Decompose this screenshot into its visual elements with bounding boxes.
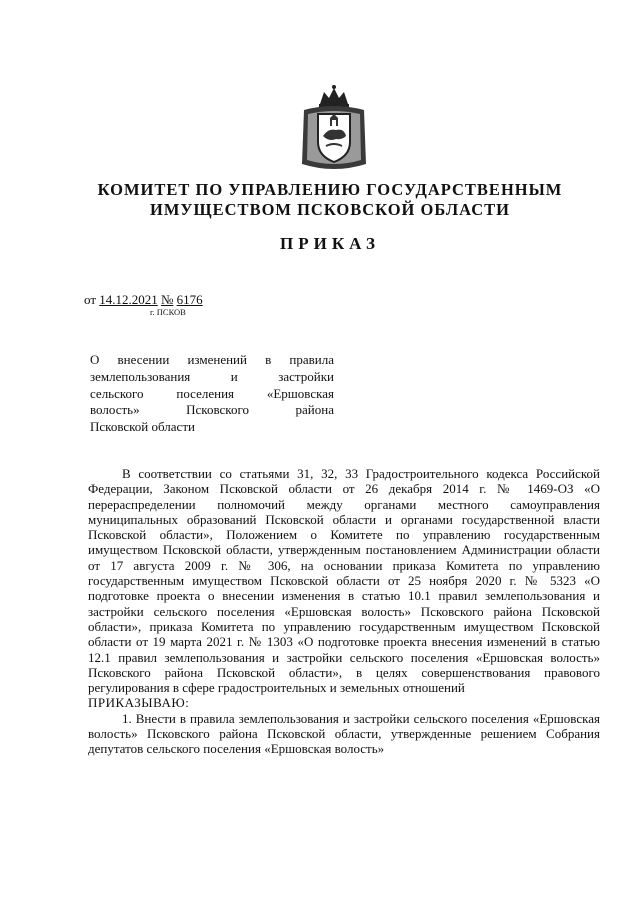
subject-line: сельского поселения «Ершовская xyxy=(90,385,334,401)
document-type: ПРИКАЗ xyxy=(280,234,380,253)
document-number: 6176 xyxy=(176,292,203,307)
document-subject xyxy=(90,352,334,436)
document-body xyxy=(88,466,600,757)
subject-line: О внесении изменений в правила xyxy=(90,352,334,367)
number-sign: № xyxy=(161,292,174,307)
pskov-coat-of-arms-icon xyxy=(296,84,372,170)
committee-name-line2: ИМУЩЕСТВОМ ПСКОВСКОЙ ОБЛАСТИ xyxy=(150,200,510,219)
subject-line: землепользования и застройки xyxy=(90,368,334,384)
order-item-1: 1. Внести в правила землепользования и застройки сельского поселения «Ершовская волость» Псковского района Псковской области, утвержденные решением Собрания депутатов сельского поселения «Ершовская волость» xyxy=(88,710,600,757)
committee-name-line1: КОМИТЕТ ПО УПРАВЛЕНИЮ ГОСУДАРСТВЕННЫМ xyxy=(97,180,563,199)
order-word: ПРИКАЗЫВАЮ: xyxy=(88,695,190,711)
date-number-line xyxy=(84,292,203,308)
city: г. ПСКОВ xyxy=(150,307,186,317)
subject-line: Псковской области xyxy=(90,419,195,435)
document-date: 14.12.2021 xyxy=(99,292,158,307)
committee-name xyxy=(60,180,600,220)
subject-line: волость» Псковского района xyxy=(90,402,334,418)
date-prefix: от xyxy=(84,292,97,307)
preamble-paragraph: В соответствии со статьями 31, 32, 33 Градостроительного кодекса Российской Федерации, Законом Псковской области от 26 декабря 2014 г. № 1469-ОЗ «О перераспределении полномочий между органами местного самоуправления муниципальных образований Псковской области и органами государственной власти Псковской области», Положением о Комитете по управлению государственным имуществом Псковской области, утвержденным постановлением Администрации области от 17 августа 2009 г. № 306, на основании приказа Комитета по управлению государственным имуществом Псковской области от 25 ноября 2020 г. № 5323 «О подготовке проекта о внесении изменения в статью 10.1 правил землепользования и застройки сельского поселения «Ершовская волость» Псковского района Псковской области», приказа Комитета по управлению государственным имуществом Псковской области от 19 марта 2021 г. № 1303 «О подготовке проекта внесения изменений в статью 12.1 правил землепользования и застройки сельского поселения «Ершовская волость» Псковского района Псковской области», в целях совершенствования правового регулирования в сфере градостроительных и земельных отношений xyxy=(88,466,600,696)
